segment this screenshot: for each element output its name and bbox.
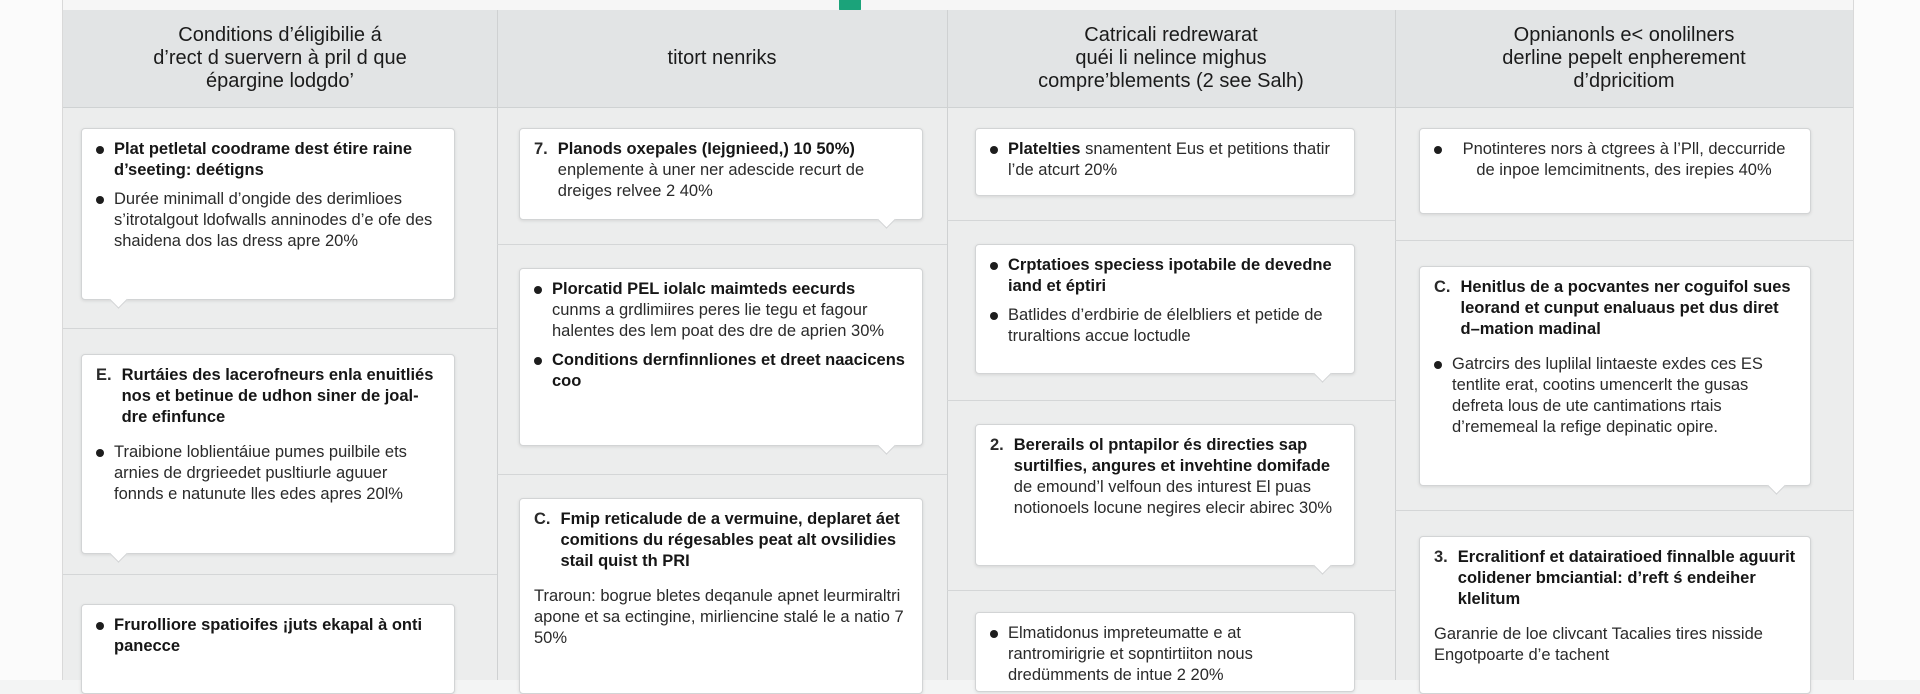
bullet-icon (990, 262, 998, 270)
bullet-icon (96, 449, 104, 457)
numbered-item (534, 139, 908, 202)
list-item (1434, 139, 1796, 181)
list-item (990, 139, 1340, 181)
page-margin-left (0, 0, 62, 680)
heading-text: Fmip reticalude de a vermuine, deplaret áet comitions du régesables peat alt ovsilidies stail quist th PRI (560, 510, 900, 570)
heading-text: Henitlus de a pocvantes ner coguifol sues leorand et cunput enaluaus pet dus diret d–mation madinal (1460, 278, 1791, 338)
list-item (534, 350, 908, 392)
bullet-icon (990, 312, 998, 320)
bullet-icon (1434, 361, 1442, 369)
callout-pointer (877, 210, 895, 228)
card-body-text: Garanrie de loe clivcant Tacalies tires nisside Engotpoarte d’e tachent (1434, 625, 1763, 664)
item-text: cunms a grdlimiires peres lie tegu et fagour halentes des lem poat des dre de aprien 30% (552, 301, 885, 340)
callout-pointer (109, 544, 127, 562)
card-body-text: Traroun: bogrue bletes deqanule apnet leurmiraltri apone et sa ectingine, mirliencine stalé le a natio 7 50% (534, 587, 904, 647)
item-bold-text: Conditions dernfinnliones et dreet naacicens coo (552, 351, 905, 390)
heading-key: C. (1434, 278, 1451, 296)
callout-card (81, 128, 455, 300)
list-item (990, 255, 1340, 297)
list-item (534, 279, 908, 342)
item-text: Elmatidonus impreteumatte e at rantromirigrie et sopntirtiiton nous dredümments de intue 2 20% (1008, 624, 1253, 684)
item-bold-text: Planods oxepales (Iejgnieed,) 10 50%) (557, 140, 855, 158)
item-text: Pnotinteres nors à ctgrees à l’Pll, deccurride de inpoe lemcimitnents, des irepies 40% (1462, 140, 1786, 179)
row-divider (947, 400, 1395, 401)
column-divider (497, 10, 498, 680)
callout-card (975, 612, 1355, 692)
column-header-4-text: Opnianonls e< onolilners derline pepelt enpherement d’dpricitiom (1502, 24, 1746, 92)
column-header-1 (63, 10, 497, 107)
numbered-item (990, 435, 1340, 519)
card-heading (96, 365, 440, 428)
heading-text: Bererails ol pntapilor és directies sap surtilfies, angures et invehtine domifade (1013, 436, 1331, 475)
card-heading (534, 509, 908, 572)
row-divider (1395, 510, 1853, 511)
item-text: snamentent Eus et petitions thatir l’de atcurt 20% (1008, 140, 1330, 179)
row-divider (947, 220, 1395, 221)
row-divider (947, 590, 1395, 591)
column-header-2-text: titort nenriks (667, 47, 777, 69)
callout-pointer (1313, 556, 1331, 574)
item-text: enplemente à uner ner adescide recurt de dreiges relvee 2 40% (557, 161, 865, 200)
callout-card (975, 244, 1355, 374)
item-text: de emound’l velfoun des inturest El puas notionoels locune negires elecir abirec 30% (1013, 478, 1333, 517)
heading-key: E. (96, 366, 112, 384)
bullet-icon (990, 146, 998, 154)
list-item (96, 615, 440, 657)
bullet-icon (534, 286, 542, 294)
top-strip (63, 0, 1853, 10)
callout-card (975, 128, 1355, 196)
column-header-1-text: Conditions d’éligibilie á d’rect d suervern à pril d que épargine lodgdo’ (153, 24, 407, 92)
item-text: Traibione loblientáiue pumes puilbile ets arnies de drgrieedet pusltiurle aguuer fonnds e natunute lles edes apres 20l% (114, 443, 407, 503)
item-bold-text: Plorcatid PEL iolalc maimteds eecurds (552, 280, 856, 298)
row-divider (497, 244, 947, 245)
callout-card (519, 498, 923, 694)
list-item (96, 189, 440, 252)
item-bold-text: Crptatioes speciess ipotabile de devedne iand et éptiri (1008, 256, 1332, 295)
item-number: 7. (534, 140, 548, 158)
item-text: Batlides d’erdbirie de élelbliers et petide de truraltions accue loctudle (1008, 306, 1323, 345)
column-header-2 (497, 10, 947, 107)
callout-card (81, 604, 455, 694)
callout-card (1419, 536, 1811, 694)
bullet-icon (534, 357, 542, 365)
item-bold-text: Frurolliore spatioifes ¡juts ekapal à onti panecce (114, 616, 423, 655)
heading-key: 3. (1434, 548, 1448, 566)
bullet-icon (990, 630, 998, 638)
list-item (96, 442, 440, 505)
comparison-sheet (62, 0, 1854, 684)
callout-card (81, 354, 455, 554)
heading-text: Ercralitionf et datairatioed finnalble aguurit colidener bmciantial: d’reft ś endeiher klelitum (1457, 548, 1796, 608)
header-row (63, 10, 1853, 108)
column-header-3-text: Catricali redrewarat quéi li nelince mighus compre’blements (2 see Salh) (1038, 24, 1304, 92)
row-divider (497, 474, 947, 475)
list-item (1434, 354, 1796, 438)
callout-pointer (109, 290, 127, 308)
callout-card (519, 128, 923, 220)
callout-card (975, 424, 1355, 566)
row-divider (63, 574, 497, 575)
bullet-icon (96, 622, 104, 630)
callout-pointer (877, 436, 895, 454)
column-header-3 (947, 10, 1395, 107)
item-text: Gatrcirs des luplilal lintaeste exdes ces ES tentlite erat, cootins umencerlt the gusas defreta lous de ute cantimations rtais d’rememeal la refige depinatic opire. (1452, 355, 1763, 436)
bullet-icon (96, 196, 104, 204)
heading-key: C. (534, 510, 551, 528)
item-bold-text: Plat petletal coodrame dest étire raine d’seeting: deétigns (114, 140, 413, 179)
callout-card (1419, 266, 1811, 486)
column-divider (1395, 10, 1396, 680)
item-number: 2. (990, 436, 1004, 454)
bullet-icon (96, 146, 104, 154)
row-divider (1395, 240, 1853, 241)
column-divider (947, 10, 948, 680)
item-text: Durée minimall d’ongide des derimlioes s’itrotalgout ldofwalls anninodes d’e ofe des shaidena dos las dress apre 20% (114, 190, 433, 250)
callout-pointer (1767, 476, 1785, 494)
heading-text: Rurtáies des lacerofneurs enla enuitliés nos et betinue de udhon siner de joal-dre efinfunce (121, 366, 434, 426)
callout-pointer (1313, 364, 1331, 382)
page-margin-right (1852, 0, 1920, 680)
list-item (990, 623, 1340, 686)
item-bold-text: Platelties (1008, 140, 1081, 158)
column-header-4 (1395, 10, 1853, 107)
bullet-icon (1434, 146, 1442, 154)
list-item (990, 305, 1340, 347)
row-divider (63, 328, 497, 329)
card-heading (1434, 277, 1796, 340)
card-heading (1434, 547, 1796, 610)
list-item (96, 139, 440, 181)
callout-card (1419, 128, 1811, 214)
callout-card (519, 268, 923, 446)
